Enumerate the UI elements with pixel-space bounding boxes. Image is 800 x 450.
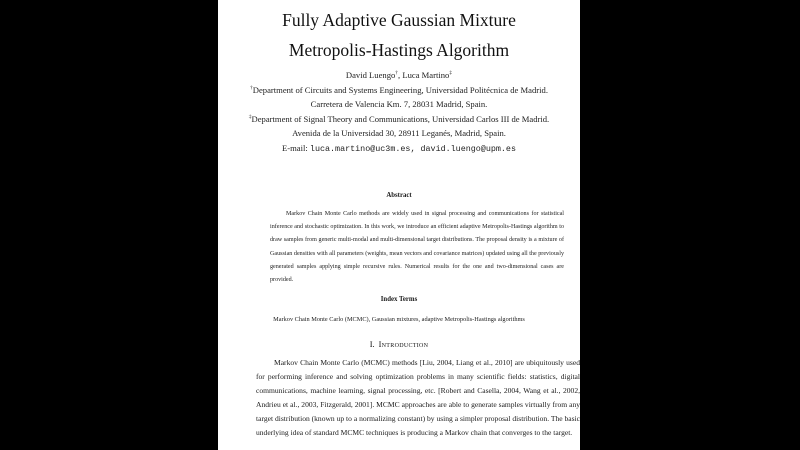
paper-title-line-2: Metropolis-Hastings Algorithm [288,40,510,60]
affiliation-2-line-1 [218,114,580,124]
author-separator: , [398,70,403,80]
affiliation-2-marker: ‡ [248,114,252,121]
index-terms-heading: Index Terms [380,296,418,303]
affiliation-1-line-1 [218,85,580,95]
email-label: E-mail: [282,143,310,153]
section-heading [218,340,580,349]
section-title: Introduction [378,340,429,349]
author-2: Luca Martino [402,70,450,80]
affiliation-2-line-2: Avenida de la Universidad 30, 28911 Leganés, Madrid, Spain. [292,128,506,138]
email-addresses: luca.martino@uc3m.es, david.luengo@upm.es [309,144,516,154]
affiliation-1-line-2: Carretera de Valencia Km. 7, 28031 Madrid, Spain. [310,99,488,109]
paper-page [218,0,580,450]
author-2-marker: ‡ [449,70,453,77]
index-terms-text: Markov Chain Monte Carlo (MCMC), Gaussian mixtures, adaptive Metropolis-Hastings algorithms [273,316,525,323]
paper-title-line-1: Fully Adaptive Gaussian Mixture [282,10,516,30]
affiliation-1-text: Department of Circuits and Systems Engineering, Universidad Politécnica de Madrid. [252,85,548,95]
affiliation-1-marker: † [250,85,253,92]
abstract-heading: Abstract [386,192,412,199]
email-line [218,143,580,154]
author-1: David Luengo [345,70,396,80]
abstract-text: Markov Chain Monte Carlo methods are widely used in signal processing and communications for statistical inference and stochastic optimization. In this work, we introduce an efficient adaptive Metropolis-Hastings algorithm to draw samples from generic multi-modal and multi-dimensional target distributions. The proposal density is a mixture of Gaussian densities with all parameters (weights, mean vectors and covariance matrices) updated using all the previously generated samples applying simple recursive rules. Numerical results for the one and two-dimensional cases are provided. [270,211,564,284]
affiliation-2-text: Department of Signal Theory and Communications, Universidad Carlos III de Madrid. [251,114,550,124]
author-1-marker: † [395,70,399,77]
introduction-paragraph: Markov Chain Monte Carlo (MCMC) methods [Liu, 2004, Liang et al., 2010] are ubiquitously used for performing inference and solving optimization problems in many scientific fields: statistics, digital communications, machine learning, signal processing, etc. [Robert and Casella, 2004, Wang et al., 2002, Andrieu et al., 2003, Fitzgerald, 2001]. MCMC approaches are able to generate samples virtually from any target distribution (known up to a normalizing constant) by using a simpler proposal distribution. The basic underlying idea of standard MCMC techniques is producing a Markov chain that converges to the target. [256,358,580,437]
section-number: I. [369,340,375,349]
author-line [218,70,580,80]
